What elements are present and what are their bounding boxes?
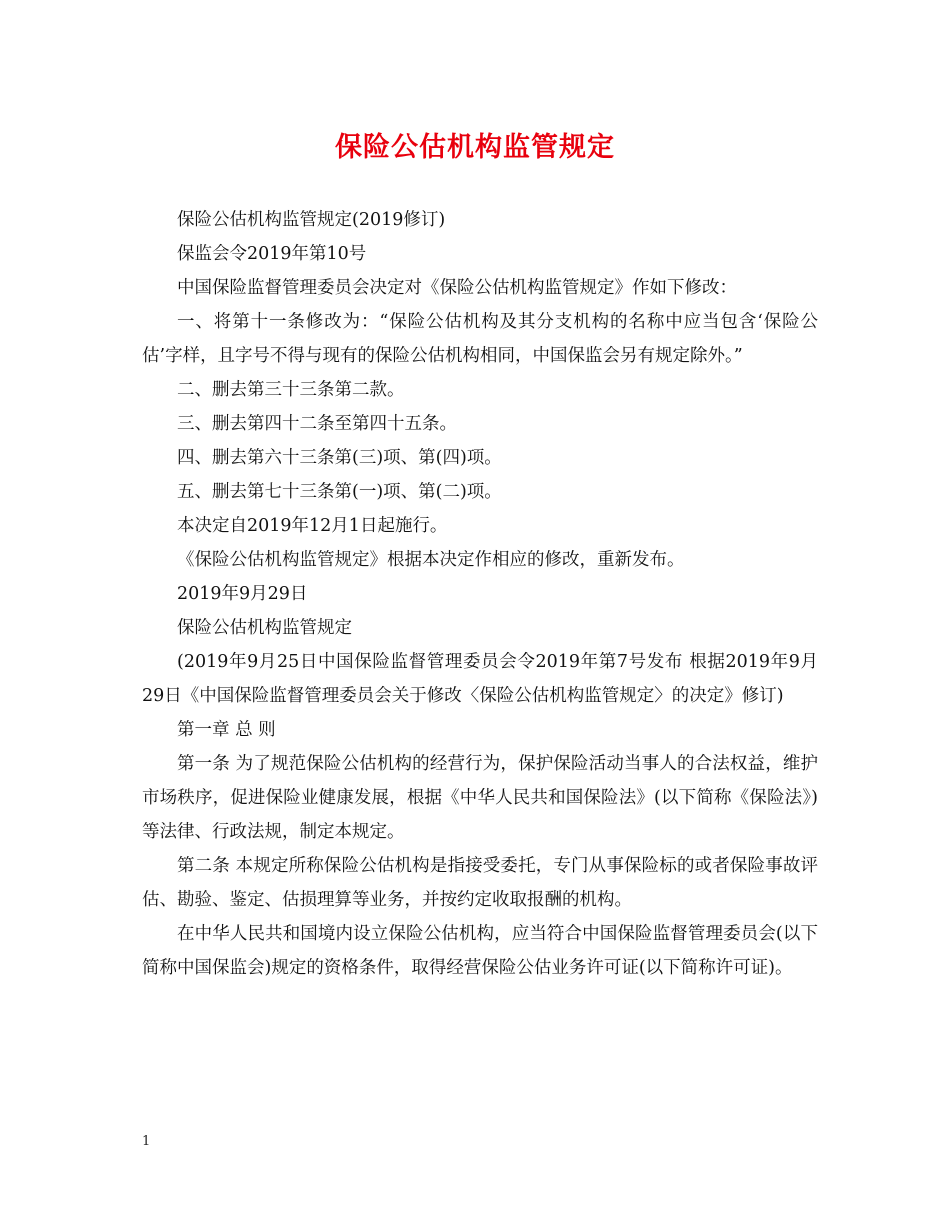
page-number: 1: [142, 1134, 151, 1149]
document-body: [142, 203, 818, 985]
paragraph-revision-title: 保险公估机构监管规定(2019修订): [177, 210, 446, 230]
paragraph-republish-note: 《保险公估机构监管规定》根据本决定作相应的修改，重新发布。: [177, 550, 685, 570]
paragraph-amendment-4: 四、删去第六十三条第(三)项、第(四)项。: [177, 448, 502, 468]
paragraph-effective-date: 本决定自2019年12月1日起施行。: [177, 516, 448, 536]
paragraph-regulation-title: 保险公估机构监管规定: [177, 618, 352, 638]
article-2: 第二条 本规定所称保险公估机构是指接受委托，专门从事保险标的或者保险事故评估、勘验、鉴定、估损理算等业务，并按约定收取报酬的机构。: [142, 856, 818, 910]
article-2-paragraph-2: 在中华人民共和国境内设立保险公估机构，应当符合中国保险监督管理委员会(以下简称中国保监会)规定的资格条件，取得经营保险公估业务许可证(以下简称许可证)。: [142, 924, 818, 978]
paragraph-decision-intro: 中国保险监督管理委员会决定对《保险公估机构监管规定》作如下修改：: [177, 278, 737, 298]
paragraph-issue-date: 2019年9月29日: [177, 584, 308, 604]
document-title: 保险公估机构监管规定: [335, 132, 615, 163]
paragraph-publication-note: (2019年9月25日中国保险监督管理委员会令2019年第7号发布 根据2019年9月29日《中国保险监督管理委员会关于修改〈保险公估机构监管规定〉的决定》修订): [142, 652, 818, 706]
article-1: 第一条 为了规范保险公估机构的经营行为，保护保险活动当事人的合法权益，维护市场秩序，促进保险业健康发展，根据《中华人民共和国保险法》(以下简称《保险法》)等法律、行政法规，制定本规定。: [142, 754, 818, 842]
paragraph-order-number: 保监会令2019年第10号: [177, 244, 367, 264]
paragraph-amendment-1: 一、将第十一条修改为：“保险公估机构及其分支机构的名称中应当包含‘保险公估’字样，且字号不得与现有的保险公估机构相同，中国保监会另有规定除外。”: [142, 312, 818, 366]
paragraph-amendment-5: 五、删去第七十三条第(一)项、第(二)项。: [177, 482, 502, 502]
paragraph-amendment-3: 三、删去第四十二条至第四十五条。: [177, 414, 457, 434]
chapter-heading-general: 第一章 总 则: [177, 720, 276, 740]
paragraph-amendment-2: 二、删去第三十三条第二款。: [177, 380, 405, 400]
